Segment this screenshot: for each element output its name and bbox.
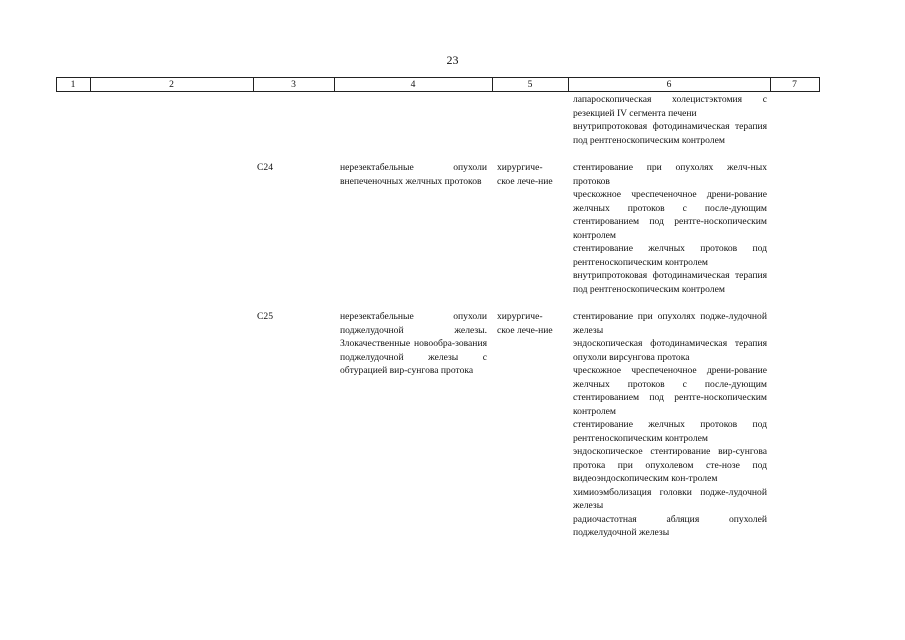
column-header-5: 5 bbox=[527, 79, 533, 90]
column-header-3: 3 bbox=[291, 79, 296, 90]
column-header-6: 6 bbox=[666, 79, 672, 90]
method-item: стентирование желчных протоков под рентгеноскопическим контролем bbox=[573, 243, 767, 268]
header-bottom-rule bbox=[56, 91, 820, 92]
method-item: эндоскопическое стентирование вир-сунгова протока при опухолевом сте-нозе под видеоэндоскопическим кон-тролем bbox=[573, 446, 767, 484]
column-header-4: 4 bbox=[410, 79, 416, 90]
column-header-7: 7 bbox=[792, 79, 797, 90]
method-item: стентирование желчных протоков под рентгеноскопическим контролем bbox=[573, 419, 767, 444]
treatment-type: хирургиче-ское лече-ние bbox=[497, 311, 553, 336]
method-item: стентирование при опухолях подже-лудочной железы bbox=[573, 311, 767, 336]
continuation-methods bbox=[573, 93, 767, 147]
diagnosis-description: нерезектабельные опухоли поджелудочной железы. Злокачественные новообра-зования поджелудочной железы с обтурацией вир-сунгова протока bbox=[340, 311, 487, 376]
treatment-methods bbox=[573, 161, 767, 296]
method-item: чрескожное чреспеченочное дрени-рование желчных протоков с после-дующим стентированием под рентге-носкопическим контролем bbox=[573, 365, 767, 417]
method-item: чрескожное чреспеченочное дрени-рование желчных протоков с после-дующим стентированием под рентге-носкопическим контролем bbox=[573, 189, 767, 241]
diagnosis-code: C24 bbox=[257, 162, 273, 173]
method-item: лапароскопическая холецистэктомия с резекцией IV сегмента печени bbox=[573, 94, 767, 119]
method-item: химиоэмболизация головки подже-лудочной железы bbox=[573, 486, 767, 511]
treatment-methods bbox=[573, 310, 767, 540]
treatment-type: хирургиче-ское лече-ние bbox=[497, 162, 553, 187]
column-divider bbox=[819, 78, 820, 91]
method-item: внутрипротоковая фотодинамическая терапия под рентгеноскопическим контролем bbox=[573, 121, 767, 146]
diagnosis-description: нерезектабельные опухоли внепеченочных желчных протоков bbox=[340, 162, 487, 187]
method-item: эндоскопическая фотодинамическая терапия опухоли вирсунгова протока bbox=[573, 338, 767, 363]
column-header-2: 2 bbox=[169, 79, 174, 90]
page-number: 23 bbox=[446, 53, 459, 67]
diagnosis-code: C25 bbox=[257, 311, 273, 322]
method-item: внутрипротоковая фотодинамическая терапия под рентгеноскопическим контролем bbox=[573, 270, 767, 295]
method-item: стентирование при опухолях желч-ных протоков bbox=[573, 162, 767, 187]
column-header-1: 1 bbox=[70, 79, 76, 90]
method-item: радиочастотная абляция опухолей поджелудочной железы bbox=[573, 513, 767, 538]
